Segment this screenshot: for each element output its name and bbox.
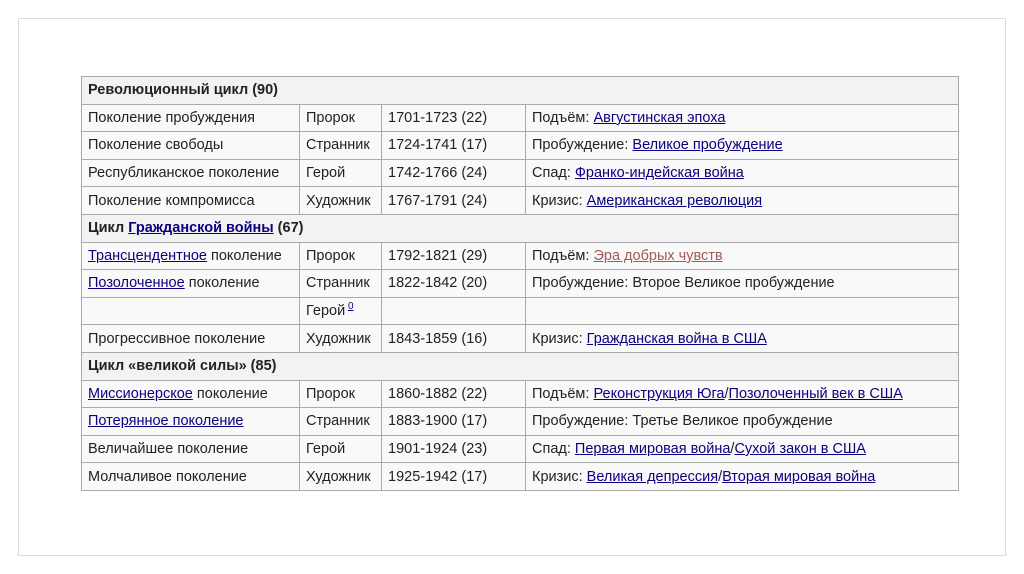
- wiki-link[interactable]: Реконструкция Юга: [593, 385, 725, 402]
- table-row: [82, 325, 959, 353]
- generation-cell: [82, 159, 300, 187]
- archetype-text: Художник: [306, 192, 371, 209]
- table-row: [82, 132, 959, 160]
- cell-text: Поколение свободы: [88, 137, 224, 154]
- cell-text: Пробуждение:: [532, 137, 633, 154]
- footnote-link[interactable]: 0: [347, 301, 354, 313]
- cell-text: /: [718, 468, 723, 485]
- years-cell: 1742-1766 (24): [382, 159, 526, 187]
- archetype-text: Художник: [306, 330, 371, 347]
- wiki-link[interactable]: Гражданская война в США: [586, 330, 767, 347]
- turning-cell: [526, 297, 959, 325]
- years-cell: 1925-1942 (17): [382, 463, 526, 491]
- years-cell: 1767-1791 (24): [382, 187, 526, 215]
- wiki-link[interactable]: Франко-индейская война: [574, 165, 744, 182]
- wiki-link[interactable]: Позолоченное: [88, 275, 185, 292]
- wiki-link[interactable]: Великое пробуждение: [632, 137, 783, 154]
- turning-cell: [526, 132, 959, 160]
- wiki-link[interactable]: Вторая мировая война: [722, 468, 876, 485]
- table-row: [82, 435, 959, 463]
- cycle-header-row: [82, 77, 959, 105]
- archetype-cell: [300, 132, 382, 160]
- generation-cell: [82, 270, 300, 298]
- archetype-cell: [300, 159, 382, 187]
- archetype-cell: [300, 325, 382, 353]
- cell-text: Подъём:: [532, 247, 594, 264]
- archetype-text: Странник: [306, 137, 370, 154]
- turning-cell: [526, 463, 959, 491]
- cell-text: поколение: [192, 385, 268, 402]
- archetype-text: Герой: [306, 441, 346, 458]
- wiki-link[interactable]: Великая депрессия: [586, 468, 719, 485]
- generation-cell: [82, 380, 300, 408]
- cell-text: Спад:: [532, 441, 575, 458]
- cell-text: Цикл: [88, 220, 129, 237]
- years-cell: 1843-1859 (16): [382, 325, 526, 353]
- wiki-link[interactable]: Сухой закон в США: [734, 441, 866, 458]
- years-cell: 1901-1924 (23): [382, 435, 526, 463]
- years-cell: 1724-1741 (17): [382, 132, 526, 160]
- table-row: [82, 270, 959, 298]
- cell-text: /: [724, 385, 729, 402]
- years-cell: 1860-1882 (22): [382, 380, 526, 408]
- table-row: [82, 159, 959, 187]
- generation-cell: [82, 187, 300, 215]
- years-cell: 1883-1900 (17): [382, 408, 526, 436]
- generation-cell: [82, 463, 300, 491]
- cycle-title: [82, 77, 959, 105]
- generations-table: [81, 76, 959, 491]
- wiki-link[interactable]: Позолоченный век в США: [728, 385, 903, 402]
- archetype-text: Герой: [306, 303, 346, 320]
- archetype-text: Пророк: [306, 247, 356, 264]
- turning-cell: [526, 325, 959, 353]
- cell-text: /: [730, 441, 735, 458]
- wiki-link[interactable]: Августинская эпоха: [593, 109, 726, 126]
- archetype-text: Герой: [306, 165, 346, 182]
- cycle-title: [82, 214, 959, 242]
- cell-text: Молчаливое поколение: [88, 468, 247, 485]
- generation-cell: [82, 325, 300, 353]
- archetype-cell: [300, 104, 382, 132]
- cell-text: Спад:: [532, 165, 575, 182]
- archetype-cell: [300, 187, 382, 215]
- table-row: [82, 297, 959, 325]
- table-row: [82, 463, 959, 491]
- cell-text: Подъём:: [532, 385, 594, 402]
- wiki-link[interactable]: Миссионерское: [88, 385, 193, 402]
- cell-text: Кризис:: [532, 330, 587, 347]
- turning-cell: [526, 380, 959, 408]
- wiki-link[interactable]: Гражданской войны: [128, 220, 274, 237]
- cycle-header-row: [82, 352, 959, 380]
- turning-cell: [526, 104, 959, 132]
- cycle-title: [82, 352, 959, 380]
- table-row: [82, 380, 959, 408]
- archetype-cell: [300, 435, 382, 463]
- archetype-cell: [300, 242, 382, 270]
- cell-text: (67): [273, 220, 304, 237]
- generation-cell: [82, 435, 300, 463]
- generation-cell: [82, 104, 300, 132]
- generation-cell: [82, 297, 300, 325]
- years-cell: 1701-1723 (22): [382, 104, 526, 132]
- archetype-text: Странник: [306, 275, 370, 292]
- cell-text: Кризис:: [532, 192, 587, 209]
- cycle-header-row: [82, 214, 959, 242]
- cell-text: Пробуждение: Второе Великое пробуждение: [532, 275, 835, 292]
- turning-cell: [526, 242, 959, 270]
- table-row: [82, 242, 959, 270]
- table-row: [82, 408, 959, 436]
- wiki-link[interactable]: Американская революция: [586, 192, 763, 209]
- archetype-text: Странник: [306, 413, 370, 430]
- cell-text: Кризис:: [532, 468, 587, 485]
- archetype-text: Пророк: [306, 385, 356, 402]
- wiki-link[interactable]: Эра добрых чувств: [593, 247, 723, 264]
- cell-text: поколение: [206, 247, 282, 264]
- cell-text: Цикл «великой силы» (85): [88, 358, 277, 375]
- generation-cell: [82, 408, 300, 436]
- archetype-cell: [300, 270, 382, 298]
- slide-frame: [18, 18, 1006, 556]
- archetype-text: Пророк: [306, 109, 356, 126]
- cell-text: поколение: [184, 275, 260, 292]
- years-cell: 1822-1842 (20): [382, 270, 526, 298]
- table-row: [82, 187, 959, 215]
- archetype-cell: [300, 463, 382, 491]
- cell-text: Поколение компромисса: [88, 192, 255, 209]
- generation-cell: [82, 132, 300, 160]
- cell-text: Прогрессивное поколение: [88, 330, 266, 347]
- turning-cell: [526, 435, 959, 463]
- turning-cell: [526, 187, 959, 215]
- cell-text: Величайшее поколение: [88, 441, 249, 458]
- wiki-link[interactable]: Первая мировая война: [574, 441, 731, 458]
- archetype-cell: [300, 408, 382, 436]
- generation-cell: [82, 242, 300, 270]
- turning-cell: [526, 408, 959, 436]
- archetype-cell: [300, 380, 382, 408]
- years-cell: [382, 297, 526, 325]
- years-cell: 1792-1821 (29): [382, 242, 526, 270]
- cell-text: Пробуждение: Третье Великое пробуждение: [532, 413, 833, 430]
- turning-cell: [526, 270, 959, 298]
- cell-text: Подъём:: [532, 109, 594, 126]
- table-row: [82, 104, 959, 132]
- archetype-text: Художник: [306, 468, 371, 485]
- wiki-link[interactable]: Трансцендентное: [88, 247, 207, 264]
- cell-text: Поколение пробуждения: [88, 109, 256, 126]
- archetype-cell: [300, 297, 382, 325]
- cell-text: Республиканское поколение: [88, 165, 280, 182]
- cell-text: Революционный цикл (90): [88, 82, 279, 99]
- wiki-link[interactable]: Потерянное поколение: [88, 413, 244, 430]
- slide-page: [19, 19, 1005, 555]
- turning-cell: [526, 159, 959, 187]
